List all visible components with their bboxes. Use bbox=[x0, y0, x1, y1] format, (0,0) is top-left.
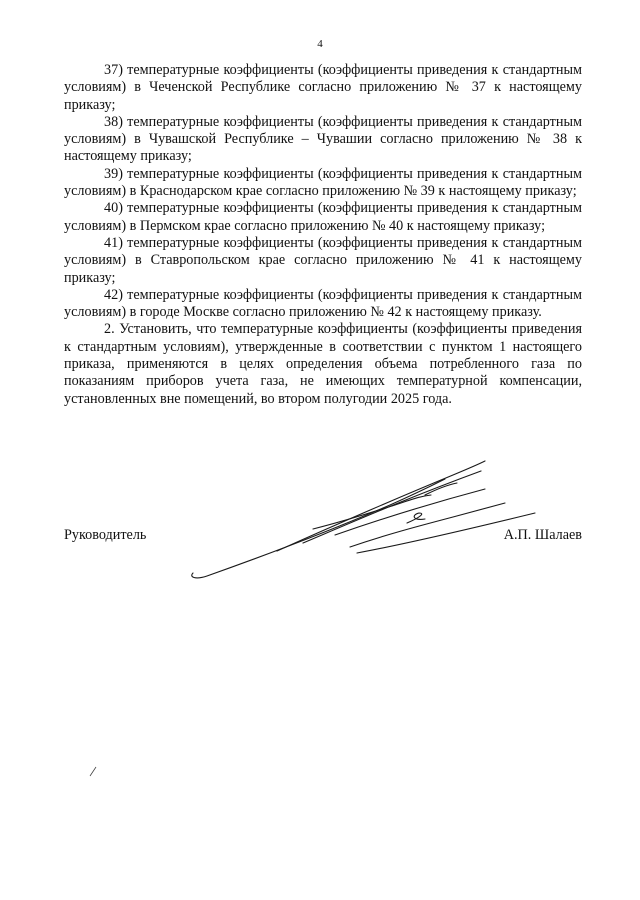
signatory-title: Руководитель bbox=[64, 527, 147, 543]
stray-pen-mark bbox=[88, 765, 98, 777]
document-body bbox=[64, 62, 582, 408]
list-item: 39) температурные коэффициенты (коэффициенты приведения к стандартным условиям) в Краснодарском крае согласно приложению № 39 к настоящему приказу; bbox=[64, 165, 582, 200]
handwritten-signature bbox=[185, 455, 545, 585]
list-item: 40) температурные коэффициенты (коэффициенты приведения к стандартным условиям) в Пермском крае согласно приложению № 40 к настоящему приказу; bbox=[64, 200, 582, 234]
list-item: 42) температурные коэффициенты (коэффициенты приведения к стандартным условиям) в городе Москве согласно приложению № 42 к настоящему приказу. bbox=[64, 286, 582, 321]
list-item: 38) температурные коэффициенты (коэффициенты приведения к стандартным условиям) в Чувашской Республике – Чувашии согласно приложению № 38 к настоящему приказу; bbox=[64, 113, 582, 165]
list-item: 37) температурные коэффициенты (коэффициенты приведения к стандартным условиям) в Чеченской Республике согласно приложению № 37 к настоящему приказу; bbox=[64, 62, 582, 113]
page-number: 4 bbox=[317, 38, 323, 50]
clause-2-paragraph: 2. Установить, что температурные коэффициенты (коэффициенты приведения к стандартным условиям), утвержденные в соответствии с пунктом 1 настоящего приказа, применяются в целях определения объема потребленного газа по показаниям приборов учета газа, не имеющих температурной компенсации, установленных вне помещений, во втором полугодии 2025 года. bbox=[64, 321, 582, 407]
signatory-name: А.П. Шалаев bbox=[503, 527, 582, 543]
list-item: 41) температурные коэффициенты (коэффициенты приведения к стандартным условиям) в Ставропольском крае согласно приложению № 41 к настоящему приказу; bbox=[64, 234, 582, 286]
